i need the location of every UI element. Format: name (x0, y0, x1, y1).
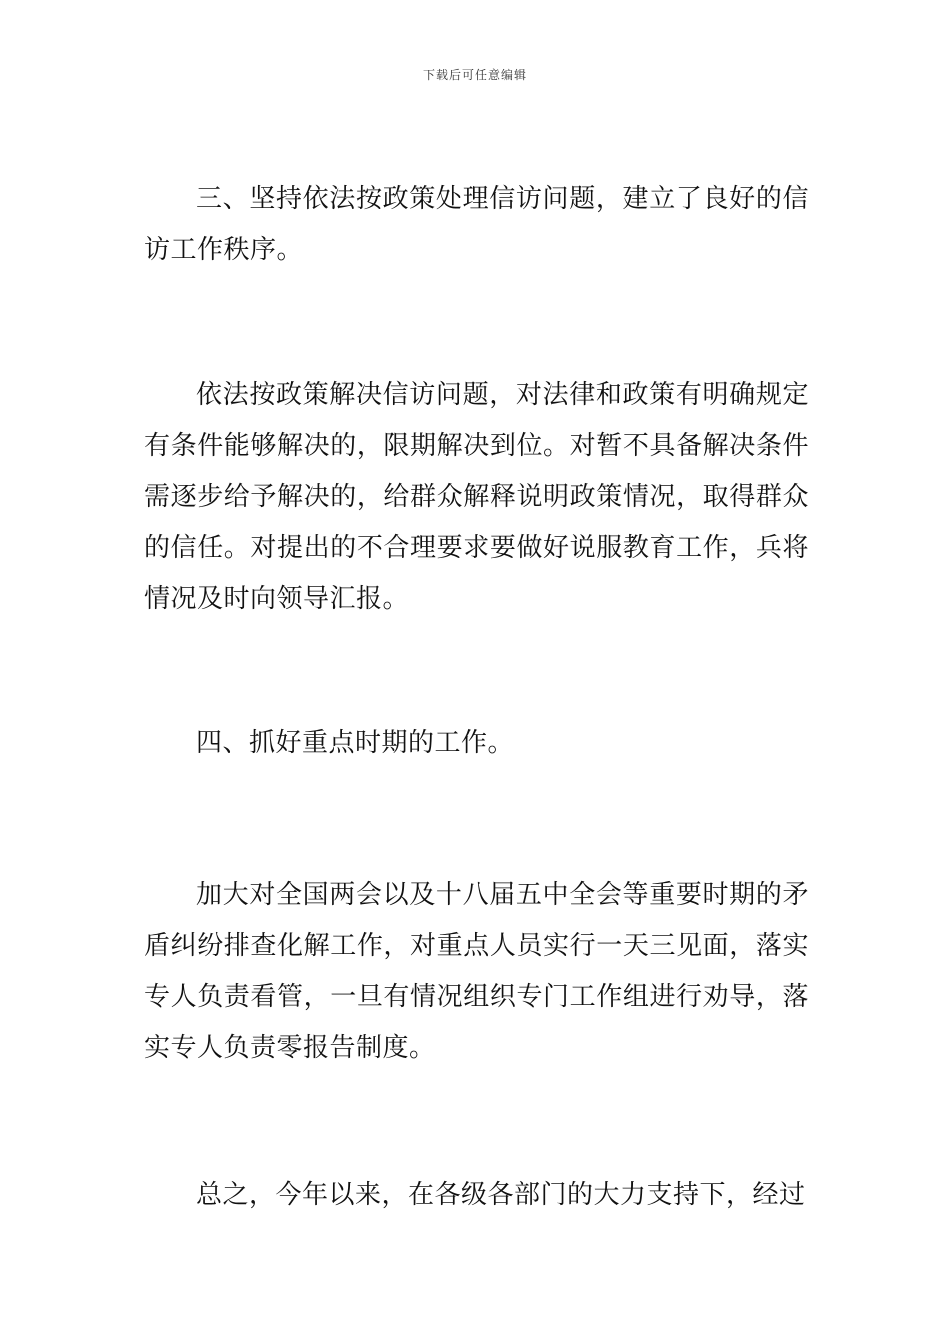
section-three-heading: 三、坚持依法按政策处理信访问题，建立了良好的信访工作秩序。 (144, 184, 809, 265)
summary-paragraph: 总之，今年以来，在各级各部门的大力支持下，经过 (196, 1180, 806, 1210)
section-four-body: 加大对全国两会以及十八届五中全会等重要时期的矛盾纠纷排查化解工作，对重点人员实行一天三见面，落实专人负责看管，一旦有情况组织专门工作组进行劝导，落实专人负责零报告制度。 (144, 880, 809, 1063)
section-three-body: 依法按政策解决信访问题，对法律和政策有明确规定有条件能够解决的，限期解决到位。对暂不具备解决条件需逐步给予解决的，给群众解释说明政策情况，取得群众的信任。对提出的不合理要求要做好说服教育工作，兵将情况及时向领导汇报。 (144, 380, 809, 614)
header-note: 下载后可任意编辑 (422, 68, 527, 82)
section-four-heading: 四、抓好重点时期的工作。 (196, 728, 515, 758)
